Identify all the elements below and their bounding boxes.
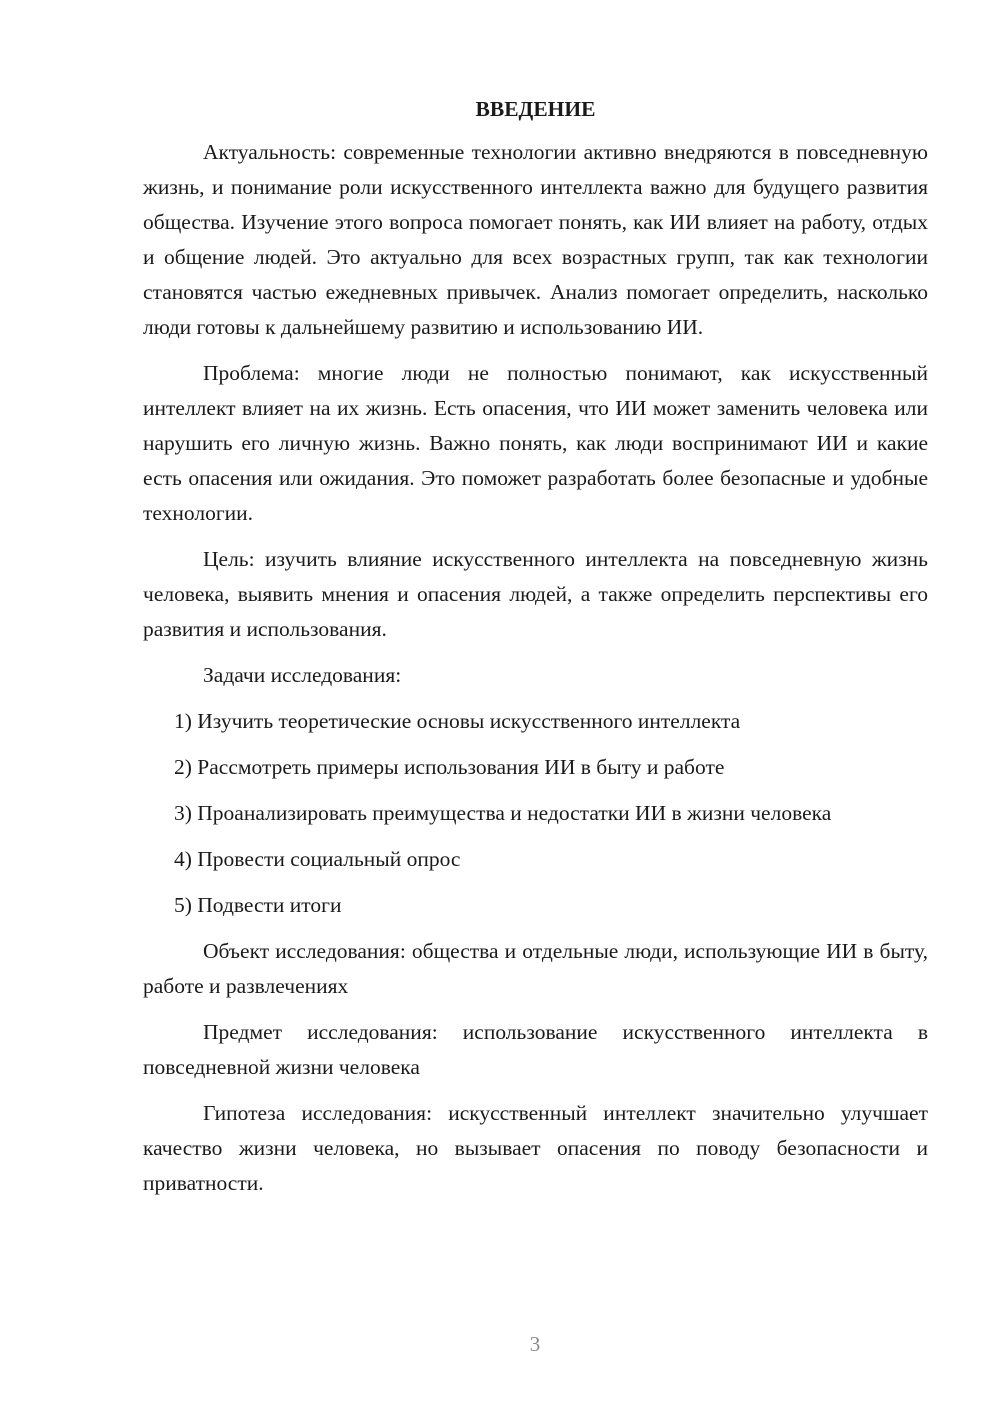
page-content bbox=[143, 92, 928, 1212]
object-paragraph: Объект исследования: общества и отдельные люди, использующие ИИ в быту, работе и развлечениях bbox=[143, 939, 928, 998]
tasks-heading: Задачи исследования: bbox=[203, 663, 402, 687]
problem-paragraph: Проблема: многие люди не полностью понимают, как искусственный интеллект влияет на их жизнь. Есть опасения, что ИИ может заменить человека или нарушить его личную жизнь. Важно понять, как люди воспринимают ИИ и какие есть опасения или ожидания. Это поможет разработать более безопасные и удобные технологии. bbox=[143, 361, 928, 525]
relevance-paragraph: Актуальность: современные технологии активно внедряются в повседневную жизнь, и понимание роли искусственного интеллекта важно для будущего развития общества. Изучение этого вопроса помогает понять, как ИИ влияет на работу, отдых и общение людей. Это актуально для всех возрастных групп, так как технологии становятся частью ежедневных привычек. Анализ помогает определить, насколько люди готовы к дальнейшему развитию и использованию ИИ. bbox=[143, 140, 928, 339]
page-number: 3 bbox=[529, 1332, 541, 1356]
task-item: 5) Подвести итоги bbox=[174, 893, 342, 917]
task-item: 4) Провести социальный опрос bbox=[174, 847, 461, 871]
task-item: 1) Изучить теоретические основы искусственного интеллекта bbox=[174, 709, 741, 733]
task-item: 2) Рассмотреть примеры использования ИИ в быту и работе bbox=[174, 755, 725, 779]
goal-paragraph: Цель: изучить влияние искусственного интеллекта на повседневную жизнь человека, выявить мнения и опасения людей, а также определить перспективы его развития и использования. bbox=[143, 547, 928, 641]
hypothesis-paragraph: Гипотеза исследования: искусственный интеллект значительно улучшает качество жизни человека, но вызывает опасения по поводу безопасности и приватности. bbox=[143, 1101, 928, 1195]
subject-paragraph: Предмет исследования: использование искусственного интеллекта в повседневной жизни человека bbox=[143, 1020, 928, 1079]
task-item: 3) Проанализировать преимущества и недостатки ИИ в жизни человека bbox=[174, 801, 832, 825]
page-title: ВВЕДЕНИЕ bbox=[475, 97, 596, 121]
